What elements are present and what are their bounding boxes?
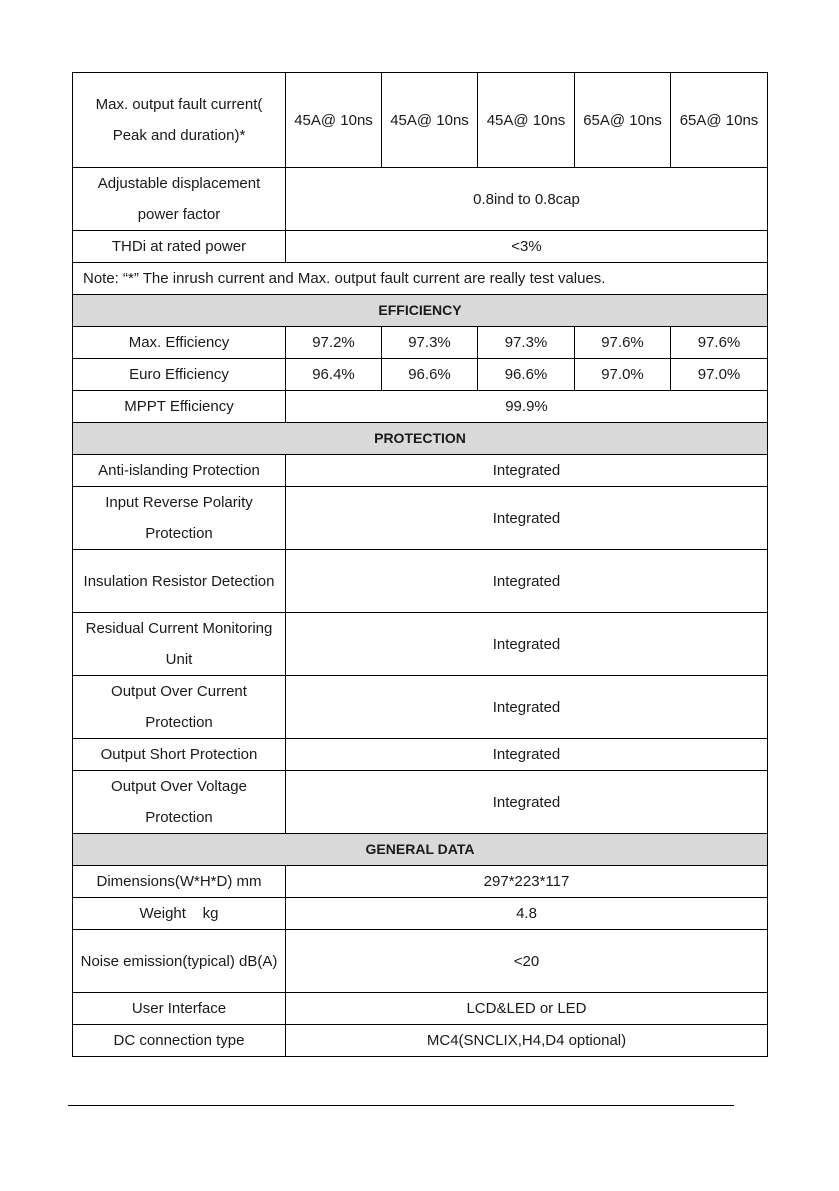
value-cell: 45A@ 10ns	[478, 73, 575, 168]
note-row	[73, 263, 768, 295]
section-title: PROTECTION	[73, 423, 768, 455]
thdi-row	[73, 231, 768, 263]
row-label: Output Short Protection	[73, 739, 286, 771]
row-label: Max. Efficiency	[73, 327, 286, 359]
value-cell: 97.3%	[478, 327, 575, 359]
protection-row	[73, 455, 768, 487]
value-cell: 0.8ind to 0.8cap	[286, 168, 768, 231]
row-label: Max. output fault current( Peak and duration)*	[73, 73, 286, 168]
value-cell: <20	[286, 930, 768, 993]
efficiency-section-header	[73, 295, 768, 327]
row-label: Output Over Voltage Protection	[73, 771, 286, 834]
footer-divider	[68, 1105, 734, 1106]
value-cell: 297*223*117	[286, 866, 768, 898]
row-label: Residual Current Monitoring Unit	[73, 613, 286, 676]
value-cell: 99.9%	[286, 391, 768, 423]
protection-section-header	[73, 423, 768, 455]
protection-row	[73, 487, 768, 550]
section-title: EFFICIENCY	[73, 295, 768, 327]
value-cell: 97.2%	[286, 327, 382, 359]
row-label: Output Over Current Protection	[73, 676, 286, 739]
value-cell: 4.8	[286, 898, 768, 930]
value-cell: 97.6%	[575, 327, 671, 359]
row-label: Adjustable displacement power factor	[73, 168, 286, 231]
value-cell: Integrated	[286, 613, 768, 676]
value-cell: Integrated	[286, 739, 768, 771]
value-cell: LCD&LED or LED	[286, 993, 768, 1025]
value-cell: 97.0%	[671, 359, 768, 391]
value-cell: 97.0%	[575, 359, 671, 391]
row-label: User Interface	[73, 993, 286, 1025]
value-cell: Integrated	[286, 771, 768, 834]
row-label: Dimensions(W*H*D) mm	[73, 866, 286, 898]
general-row	[73, 930, 768, 993]
value-cell: 97.6%	[671, 327, 768, 359]
protection-row	[73, 739, 768, 771]
max-efficiency-row	[73, 327, 768, 359]
value-cell: Integrated	[286, 550, 768, 613]
spec-table	[72, 72, 768, 1057]
power-factor-row	[73, 168, 768, 231]
general-section-header	[73, 834, 768, 866]
value-cell: Integrated	[286, 676, 768, 739]
value-cell: Integrated	[286, 455, 768, 487]
row-label: DC connection type	[73, 1025, 286, 1057]
euro-efficiency-row	[73, 359, 768, 391]
value-cell: 65A@ 10ns	[671, 73, 768, 168]
value-cell: MC4(SNCLIX,H4,D4 optional)	[286, 1025, 768, 1057]
protection-row	[73, 771, 768, 834]
row-label: Input Reverse Polarity Protection	[73, 487, 286, 550]
protection-row	[73, 676, 768, 739]
row-label: THDi at rated power	[73, 231, 286, 263]
value-cell: 96.6%	[478, 359, 575, 391]
mppt-efficiency-row	[73, 391, 768, 423]
general-row	[73, 1025, 768, 1057]
row-label: MPPT Efficiency	[73, 391, 286, 423]
general-row	[73, 866, 768, 898]
value-cell: 97.3%	[382, 327, 478, 359]
row-label: Insulation Resistor Detection	[73, 550, 286, 613]
row-label: Noise emission(typical) dB(A)	[73, 930, 286, 993]
general-row	[73, 898, 768, 930]
row-label: Weight kg	[73, 898, 286, 930]
value-cell: Integrated	[286, 487, 768, 550]
fault-current-row	[73, 73, 768, 168]
value-cell: 96.6%	[382, 359, 478, 391]
note-text: Note: “*” The inrush current and Max. output fault current are really test values.	[73, 263, 768, 295]
value-cell: 65A@ 10ns	[575, 73, 671, 168]
value-cell: 96.4%	[286, 359, 382, 391]
row-label: Euro Efficiency	[73, 359, 286, 391]
value-cell: 45A@ 10ns	[286, 73, 382, 168]
value-cell: 45A@ 10ns	[382, 73, 478, 168]
protection-row	[73, 613, 768, 676]
section-title: GENERAL DATA	[73, 834, 768, 866]
general-row	[73, 993, 768, 1025]
value-cell: <3%	[286, 231, 768, 263]
protection-row	[73, 550, 768, 613]
row-label: Anti-islanding Protection	[73, 455, 286, 487]
